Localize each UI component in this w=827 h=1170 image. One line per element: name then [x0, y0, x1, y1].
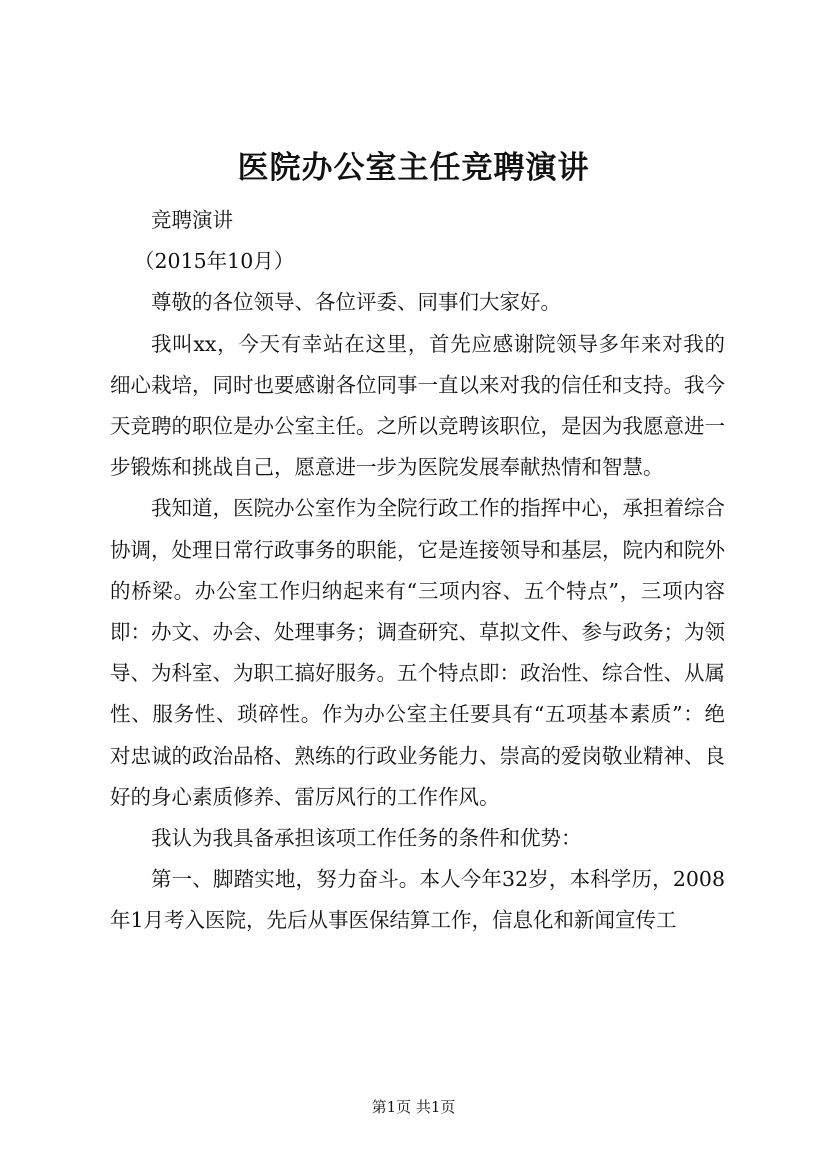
paragraph-intro: 我叫xx，今天有幸站在这里，首先应感谢院领导多年来对我的细心栽培，同时也要感谢各位同事一直以来对我的信任和支持。我今天竞聘的职位是办公室主任。之所以竞聘该职位，是因为我愿意进一步锻炼和挑战自己，愿意进一步为医院发展奉献热情和智慧。 — [110, 331, 725, 480]
paragraph-role-description: 我知道，医院办公室作为全院行政工作的指挥中心，承担着综合协调，处理日常行政事务的职能，它是连接领导和基层，院内和院外的桥梁。办公室工作归纳起来有“三项内容、五个特点”，三项内容即：办文、办会、处理事务；调查研究、草拟文件、参与政务；为领导、为科室、为职工搞好服务。五个特点即：政治性、综合性、从属性、服务性、琐碎性。作为办公室主任要具有“五项基本素质”：绝对忠诚的政治品格、熟练的行政业务能力、崇高的爱岗敬业精神、良好的身心素质修养、雷厉风行的工作作风。 — [110, 496, 725, 809]
paragraph-subtitle: 竞聘演讲 — [151, 208, 233, 232]
paragraph-first-point: 第一、脚踏实地，努力奋斗。本人今年32岁，本科学历，2008年1月考入医院，先后从事医保结算工作，信息化和新闻宣传工 — [110, 867, 725, 933]
paragraph-conditions: 我认为我具备承担该项工作任务的条件和优势： — [151, 826, 582, 851]
paragraph-date: （2015年10月） — [134, 249, 295, 274]
paragraph-greeting: 尊敬的各位领导、各位评委、同事们大家好。 — [151, 290, 561, 315]
document-title: 医院办公室主任竞聘演讲 — [237, 150, 590, 186]
page-footer: 第1页 共1页 — [371, 1098, 456, 1116]
document-body — [110, 200, 725, 942]
